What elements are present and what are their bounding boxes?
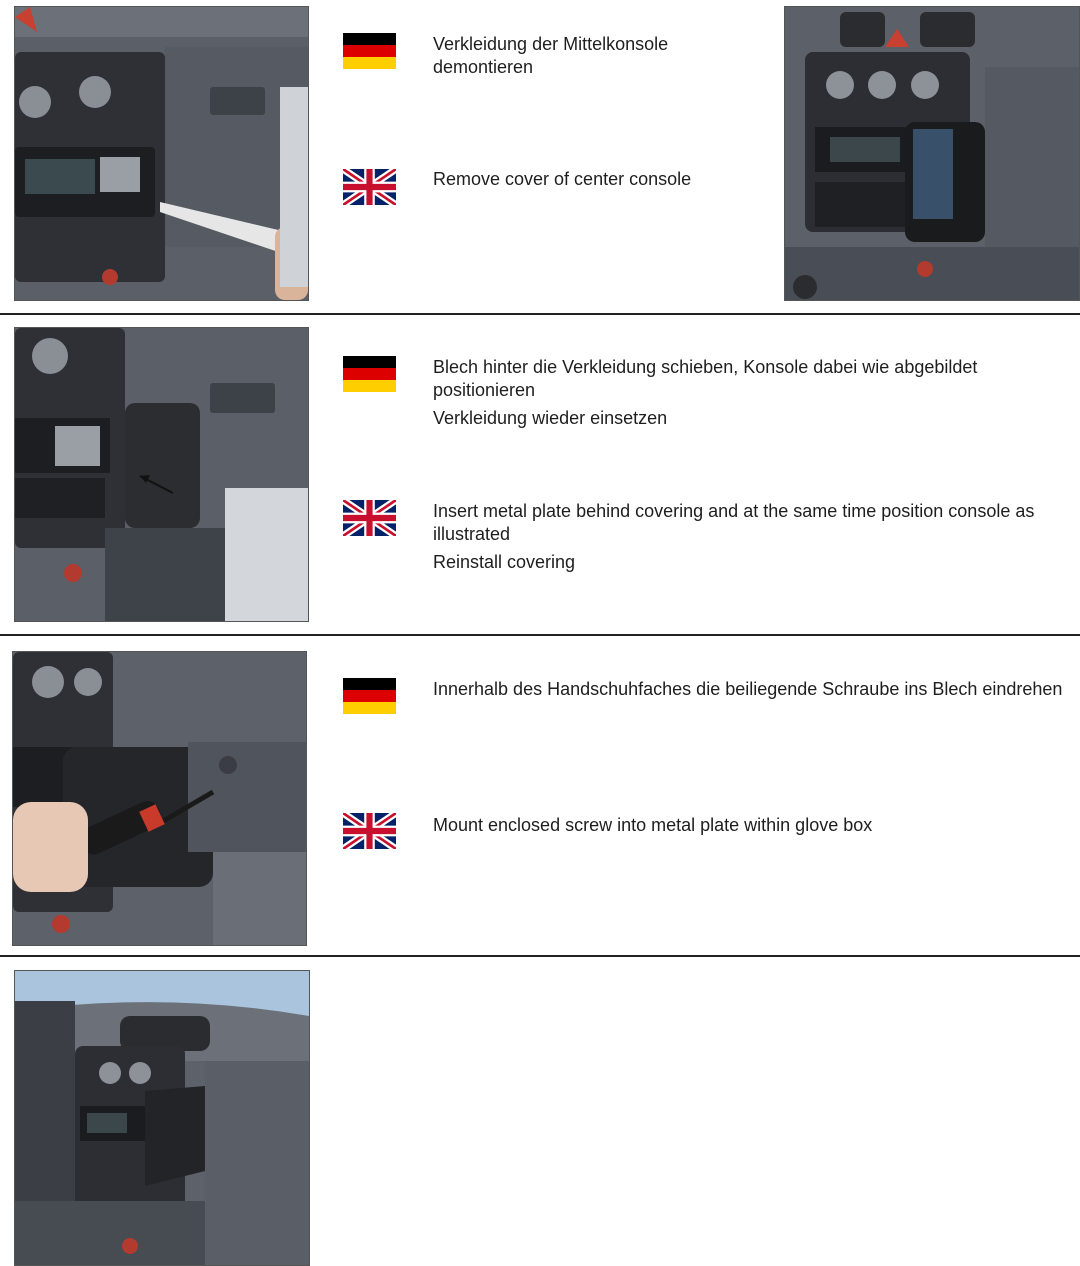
step-3-de-line: Innerhalb des Handschuhfaches die beiliegende Schraube ins Blech eindrehen xyxy=(433,679,1063,699)
step-2-photo-insert-plate xyxy=(14,327,309,622)
step-1-de-line: Verkleidung der Mittelkonsole demontieren xyxy=(433,34,669,77)
step-2-text-de xyxy=(433,356,1063,435)
step-2-text-en xyxy=(433,500,1063,579)
step-3-en-line: Mount enclosed screw into metal plate within glove box xyxy=(433,815,873,835)
step-2-de-line-2: Verkleidung wieder einsetzen xyxy=(433,408,668,428)
step-1 xyxy=(0,0,1080,315)
step-3-text-de xyxy=(433,678,1063,706)
uk-flag-icon xyxy=(343,500,396,536)
uk-flag-icon xyxy=(343,169,396,205)
step-3-text-en xyxy=(433,814,1063,842)
step-2-de-line-1: Blech hinter die Verkleidung schieben, Konsole dabei wie abgebildet positionieren xyxy=(433,357,978,400)
step-4-photo-installed-console xyxy=(14,970,310,1266)
german-flag-icon xyxy=(343,356,396,392)
step-1-text-de xyxy=(433,33,763,84)
german-flag-icon xyxy=(343,678,396,714)
step-2 xyxy=(0,313,1080,636)
step-3-photo-screw xyxy=(12,651,307,946)
step-1-text-en xyxy=(433,168,763,196)
step-1-photo-remove-cover xyxy=(14,6,309,301)
step-2-en-line-1: Insert metal plate behind covering and at the same time position console as illustrated xyxy=(433,501,1035,544)
step-1-en-line: Remove cover of center console xyxy=(433,169,692,189)
uk-flag-icon xyxy=(343,813,396,849)
step-3 xyxy=(0,634,1080,957)
german-flag-icon xyxy=(343,33,396,69)
step-1-photo-finished-mount xyxy=(784,6,1080,301)
step-4 xyxy=(0,955,1080,1264)
step-2-en-line-2: Reinstall covering xyxy=(433,552,576,572)
